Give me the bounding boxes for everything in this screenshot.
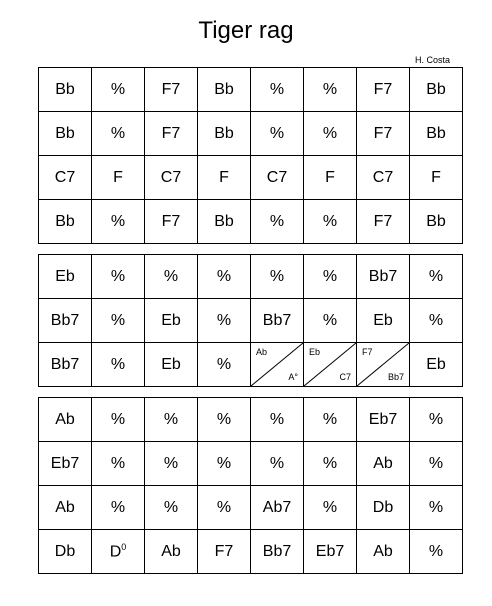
bar-row bbox=[39, 343, 463, 387]
chord-cell: Bb bbox=[198, 200, 251, 244]
second-half-chord: C7 bbox=[339, 372, 351, 382]
chord-cell: % bbox=[410, 255, 463, 299]
chord-cell: % bbox=[92, 255, 145, 299]
chord-cell: Ab7 bbox=[251, 486, 304, 530]
chord-cell: % bbox=[251, 68, 304, 112]
chord-cell: % bbox=[198, 486, 251, 530]
diminished-mark: 0 bbox=[121, 541, 127, 552]
chord-cell: % bbox=[251, 442, 304, 486]
chord-cell: % bbox=[410, 530, 463, 574]
chord-cell: Bb bbox=[410, 68, 463, 112]
chord-cell: Bb bbox=[39, 112, 92, 156]
chord-cell: Eb bbox=[410, 343, 463, 387]
chord-cell: % bbox=[251, 112, 304, 156]
chord-cell: % bbox=[304, 200, 357, 244]
chord-chart-section-a bbox=[38, 67, 463, 244]
chord-cell: % bbox=[410, 442, 463, 486]
chord-root: D bbox=[109, 543, 122, 561]
chord-cell: % bbox=[92, 442, 145, 486]
chord-cell: % bbox=[198, 442, 251, 486]
bar-row bbox=[39, 112, 463, 156]
chord-cell: Eb7 bbox=[304, 530, 357, 574]
chord-cell: F7 bbox=[198, 530, 251, 574]
chord-cell: Ab bbox=[357, 442, 410, 486]
song-title: Tiger rag bbox=[198, 17, 294, 44]
chord-cell: % bbox=[198, 299, 251, 343]
chord-cell: % bbox=[304, 255, 357, 299]
chord-cell: % bbox=[304, 112, 357, 156]
chord-cell: % bbox=[145, 486, 198, 530]
chord-cell: Bb7 bbox=[39, 343, 92, 387]
chord-cell: F bbox=[92, 156, 145, 200]
chord-cell: % bbox=[304, 442, 357, 486]
chord-cell: % bbox=[410, 299, 463, 343]
chord-cell: Ab bbox=[39, 398, 92, 442]
chord-cell: % bbox=[304, 486, 357, 530]
bar-row bbox=[39, 442, 463, 486]
chord-cell: Db bbox=[357, 486, 410, 530]
chord-cell: Eb bbox=[145, 299, 198, 343]
first-half-chord: Eb bbox=[309, 347, 321, 357]
chord-cell: Eb7 bbox=[39, 442, 92, 486]
chord-cell: % bbox=[251, 255, 304, 299]
bar-row bbox=[39, 486, 463, 530]
chord-cell: Bb bbox=[39, 68, 92, 112]
chord-cell: F bbox=[410, 156, 463, 200]
second-half-chord: A° bbox=[288, 372, 298, 382]
chord-cell: % bbox=[92, 68, 145, 112]
chord-cell: Eb bbox=[145, 343, 198, 387]
chord-cell: C7 bbox=[251, 156, 304, 200]
chord-cell: F bbox=[304, 156, 357, 200]
chord-cell: % bbox=[145, 398, 198, 442]
chord-cell: % bbox=[198, 343, 251, 387]
chord-cell: % bbox=[92, 343, 145, 387]
split-chord-cell bbox=[251, 343, 304, 387]
chord-cell: F7 bbox=[145, 112, 198, 156]
chord-cell: F7 bbox=[357, 68, 410, 112]
chord-cell: % bbox=[198, 398, 251, 442]
split-chord-cell bbox=[304, 343, 357, 387]
chord-cell: Ab bbox=[145, 530, 198, 574]
bar-row bbox=[39, 156, 463, 200]
chord-cell: F7 bbox=[357, 200, 410, 244]
chord-cell: % bbox=[145, 255, 198, 299]
chord-cell: Bb7 bbox=[251, 530, 304, 574]
chord-cell: Bb bbox=[39, 200, 92, 244]
chord-cell: F bbox=[198, 156, 251, 200]
chord-cell bbox=[92, 530, 145, 574]
chord-cell: Ab bbox=[357, 530, 410, 574]
chord-cell: Eb bbox=[39, 255, 92, 299]
bar-row bbox=[39, 68, 463, 112]
chord-cell: % bbox=[198, 255, 251, 299]
bar-row bbox=[39, 530, 463, 574]
chord-cell: C7 bbox=[39, 156, 92, 200]
second-half-chord: Bb7 bbox=[387, 372, 404, 382]
chord-chart-section-b bbox=[38, 254, 463, 387]
chord-cell: Db bbox=[39, 530, 92, 574]
chord-cell: % bbox=[145, 442, 198, 486]
chord-cell: Bb bbox=[198, 68, 251, 112]
chord-cell: % bbox=[92, 112, 145, 156]
chord-cell: Bb7 bbox=[357, 255, 410, 299]
chord-cell: % bbox=[304, 299, 357, 343]
chord-cell: Ab bbox=[39, 486, 92, 530]
chord-cell: % bbox=[251, 200, 304, 244]
chord-cell: F7 bbox=[357, 112, 410, 156]
chord-cell: F7 bbox=[145, 68, 198, 112]
chord-cell: F7 bbox=[145, 200, 198, 244]
bar-row bbox=[39, 299, 463, 343]
chord-cell: % bbox=[251, 398, 304, 442]
chord-cell: Bb7 bbox=[251, 299, 304, 343]
chord-cell: % bbox=[92, 398, 145, 442]
chord-cell: Bb bbox=[410, 112, 463, 156]
chord-cell: Bb bbox=[410, 200, 463, 244]
bar-row bbox=[39, 200, 463, 244]
chord-cell: Bb7 bbox=[39, 299, 92, 343]
chord-cell: C7 bbox=[145, 156, 198, 200]
chord-cell: % bbox=[304, 398, 357, 442]
chord-cell: Eb bbox=[357, 299, 410, 343]
chord-cell: % bbox=[92, 486, 145, 530]
chord-cell: Eb7 bbox=[357, 398, 410, 442]
chord-cell: % bbox=[410, 486, 463, 530]
chord-cell: Bb bbox=[198, 112, 251, 156]
first-half-chord: F7 bbox=[362, 347, 373, 357]
chord-chart-section-c bbox=[38, 397, 463, 574]
split-chord-cell bbox=[357, 343, 410, 387]
chord-cell: % bbox=[304, 68, 357, 112]
chord-cell: C7 bbox=[357, 156, 410, 200]
bar-row bbox=[39, 255, 463, 299]
chord-cell: % bbox=[92, 299, 145, 343]
composer-name: H. Costa bbox=[414, 55, 450, 65]
chord-cell: % bbox=[410, 398, 463, 442]
bar-row bbox=[39, 398, 463, 442]
chord-cell: % bbox=[92, 200, 145, 244]
first-half-chord: Ab bbox=[256, 347, 268, 357]
